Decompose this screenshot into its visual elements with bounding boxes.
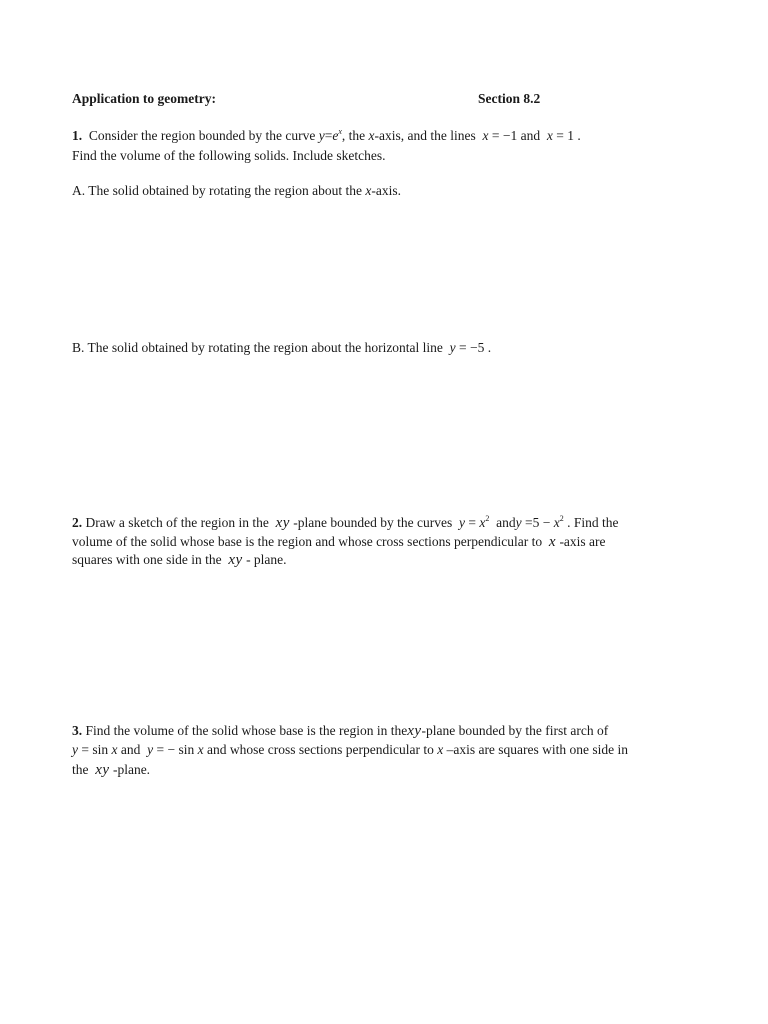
question-2-number: 2.: [72, 515, 83, 530]
question-1-line-2: Find the volume of the following solids. Include sketches.: [72, 148, 386, 163]
equation-y-equals-sin-x: y = sin x: [72, 742, 118, 757]
question-1-part-b: B. The solid obtained by rotating the region about the horizontal line y = −5 .: [72, 340, 492, 355]
equation-y-equals-5-minus-x-squared: $y =5 - x^2$: [515, 514, 564, 530]
equation-x-equals-neg-1: x = −1: [482, 128, 518, 143]
xy-symbol: xy: [275, 515, 290, 531]
question-3-line-3: the xy -plane.: [72, 762, 151, 778]
question-1-line-1: 1. Consider the region bounded by the curve $y=e^x$, the x-axis, and the lines x = −1 and x = 1 .: [72, 127, 581, 143]
equation-y-equals-neg-5: y = −5: [449, 340, 485, 355]
section-label: Section 8.2: [478, 91, 541, 106]
equation-x-equals-1: x = 1: [546, 128, 574, 143]
equation-y-equals-neg-sin-x: y = − sin x: [147, 742, 204, 757]
question-1-number: 1.: [72, 128, 83, 143]
question-3-line-2: y = sin x and y = − sin x and whose cross sections perpendicular to x –axis are squares with one side in: [72, 742, 629, 757]
equation-y-equals-x-squared: $y = x^2$: [458, 514, 490, 530]
question-3-number: 3.: [72, 723, 83, 738]
question-1-part-a: A. The solid obtained by rotating the region about the x-axis.: [72, 183, 401, 198]
question-2-line-1: 2. Draw a sketch of the region in the xy -plane bounded by the curves $y = x^2$ andy $=5 - x^2$ . Find the: [72, 514, 619, 531]
question-2-line-2: volume of the solid whose base is the region and whose cross sections perpendicular to x -axis are: [72, 534, 606, 550]
question-2-line-3: squares with one side in the xy - plane.: [72, 552, 287, 568]
page-title: Application to geometry:: [72, 91, 216, 106]
equation-y-equals-e-to-x: $y=e^x$: [318, 127, 342, 143]
question-3-line-1: 3. Find the volume of the solid whose base is the region in thexy-plane bounded by the first arch of: [72, 723, 609, 739]
